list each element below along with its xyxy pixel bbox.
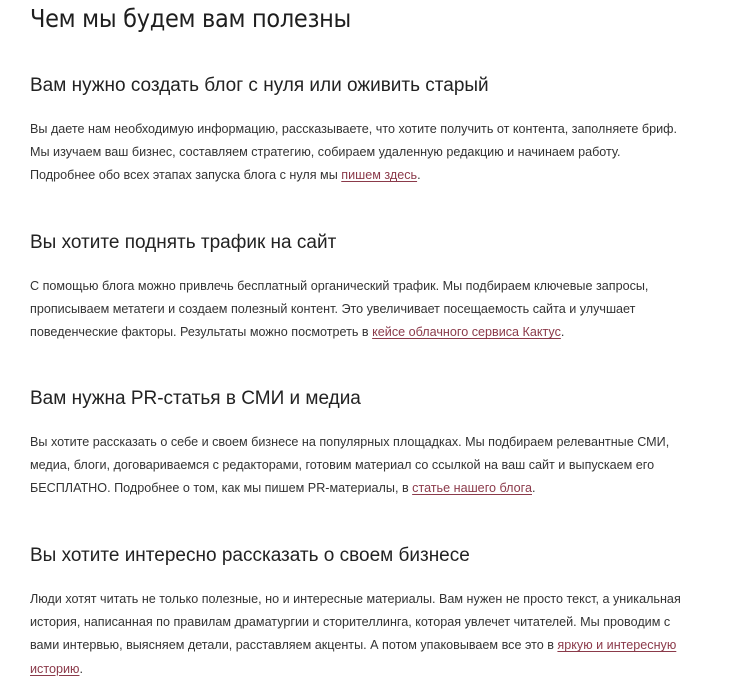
body-text: . <box>531 481 536 496</box>
body-text: Подробнее обо всех этапах запуска блога с нуля мы <box>30 168 342 183</box>
section-body <box>30 588 735 681</box>
body-line-last <box>30 477 735 500</box>
body-text: вами интервью, выясняем детали, расставляем акценты. А потом упаковываем все это в <box>30 638 558 653</box>
link-blog-launch-stages[interactable]: пишем здесь <box>341 168 418 183</box>
body-line-last <box>30 658 735 681</box>
section-storytelling <box>30 544 735 681</box>
body-line-last <box>30 164 735 187</box>
body-text: . <box>560 325 565 340</box>
body-text: . <box>417 168 421 183</box>
section-traffic <box>30 231 735 345</box>
section-create-blog <box>30 74 735 188</box>
body-line: Люди хотят читать не только полезные, но и интересные материалы. Вам нужен не просто текст, а уникальная <box>30 592 681 606</box>
section-body <box>30 275 735 345</box>
link-bright-story-cont[interactable]: историю <box>30 661 80 676</box>
section-body <box>30 431 735 501</box>
page-title: Чем мы будем вам полезны <box>30 4 351 33</box>
body-line <box>30 634 735 657</box>
link-cactus-case[interactable]: кейсе облачного сервиса Кактус <box>372 325 561 340</box>
body-line: прописываем метатеги и создаем полезный контент. Это увеличивает посещаемость сайта и улучшает <box>30 302 636 317</box>
link-blog-article[interactable]: статье нашего блога <box>412 481 532 496</box>
section-heading: Вы хотите поднять трафик на сайт <box>30 232 337 253</box>
body-line: Вы хотите рассказать о себе и своем бизнесе на популярных площадках. Мы подбираем релевантные СМИ, <box>30 435 670 449</box>
body-line: Вы даете нам необходимую информацию, рассказываете, что хотите получить от контента, заполняете бриф. <box>30 122 677 136</box>
section-heading: Вам нужно создать блог с нуля или оживить старый <box>30 75 489 96</box>
body-text: поведенческие факторы. Результаты можно посмотреть в <box>30 325 373 340</box>
body-line: медиа, блоги, договариваемся с редакторами, готовим материал со ссылкой на ваш сайт и выпускаем его <box>30 458 655 473</box>
link-bright-story[interactable]: яркую и интересную <box>557 638 677 653</box>
body-line: Мы изучаем ваш бизнес, составляем стратегию, собираем удаленную редакцию и начинаем работу. <box>30 145 621 160</box>
section-heading: Вам нужна PR-статья в СМИ и медиа <box>30 388 361 409</box>
body-line-last <box>30 321 735 344</box>
body-line: история, написанная по правилам драматургии и сторителлинга, которая увлечет читателей. Мы проводим с <box>30 615 671 630</box>
section-body <box>30 118 735 188</box>
body-line: С помощью блога можно привлечь бесплатный органический трафик. Мы подбираем ключевые запросы, <box>30 279 649 293</box>
section-pr-article <box>30 387 735 501</box>
body-text: . <box>79 661 83 676</box>
section-heading: Вы хотите интересно рассказать о своем бизнесе <box>30 545 470 566</box>
body-text: БЕСПЛАТНО. Подробнее о том, как мы пишем PR-материалы, в <box>30 481 413 496</box>
